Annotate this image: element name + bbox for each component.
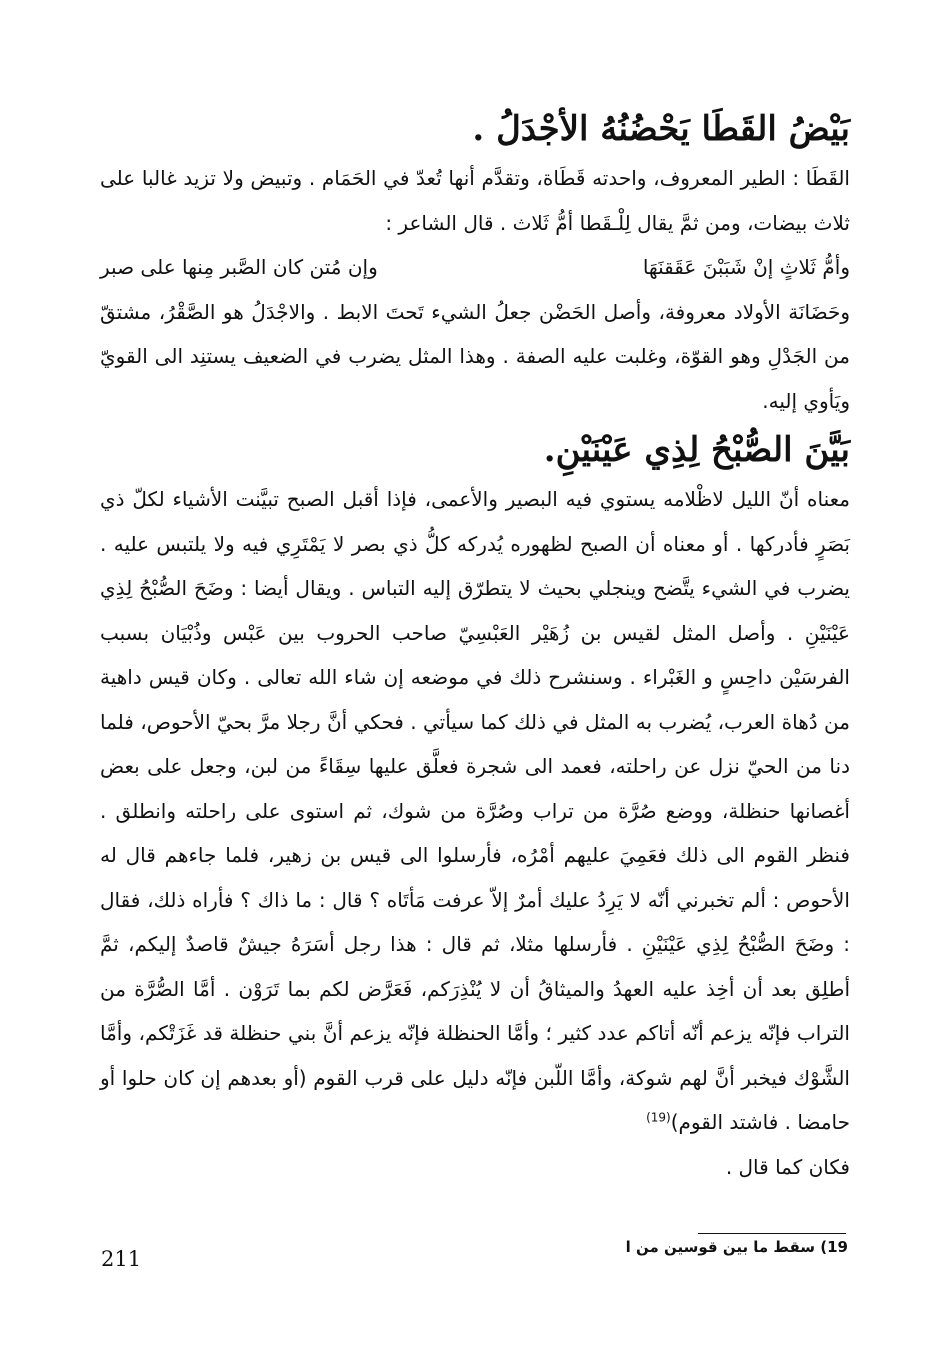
page-number: 211: [101, 1247, 142, 1271]
paragraph-3: [100, 477, 850, 1145]
footnote-reference: (19): [646, 1110, 671, 1125]
page-body: [100, 102, 850, 1189]
paragraph-4: [100, 1145, 850, 1190]
paragraph-3-text: معناه أنّ الليل لاظْلامه يستوي فيه البصير والأعمى، فإذا أقبل الصبح تبيَّنت الأشياء لكلّ ذي بَصَرٍ فأدركها . أو معناه أن الصبح لظهوره يُدركه كلُّ ذي بصر لا يَمْتَرِي فيه ولا يلتبس عليه . يضرب في الشيء يتَّضح وينجلي بحيث لا يتطرّق إليه التباس . ويقال أيضا : وضَحَ الصُّبْحُ لِذِي عَيْنَيْنِ . وأصل المثل لقيس بن زُهَيْر العَبْسِيّ صاحب الحروب بين عَبْس وذُبْيَان بسبب الفرسَيْن داحِسٍ و الغَبْراء . وسنشرح ذلك في موضعه إن شاء الله تعالى . وكان قيس داهية من دُهاة العرب، يُضرب به المثل في ذلك كما سيأتي . فحكي أنَّ رجلا مرَّ بحيّ الأحوص، فلما دنا من الحيّ نزل عن راحلته، فعمد الى شجرة فعلَّق عليها سِقَاءً من لبن، وجعل على بعض أغصانها حنظلة، ووضع صُرَّة من تراب وصُرَّة من شوك، ثم استوى على راحلته وانطلق . فنظر القوم الى ذلك فعَمِيَ عليهم أمْرُه، فأرسلوا الى قيس بن زهير، فلما جاءهم قال له الأحوص : ألم تخبرني أنّه لا يَرِدُ عليك أمرٌ إلاّ عرفت مَأتَاه ؟ قال : ما ذاك ؟ فأراه ذلك، فقال : وضَحَ الصُّبْحُ لِذِي عَيْنَيْنِ . فأرسلها مثلا، ثم قال : هذا رجل أسَرَهُ جيشٌ قاصدٌ إليكم، ثمَّ أطلِق بعد أن أخِذ عليه العهدُ والميثاقُ أن لا يُنْذِرَكم، فَعَرَّض لكم بما تَرَوْن . أمَّا الصُّرَّة من التراب فإنّه يزعم أنّه أتاكم عدد كثير ؛ وأمَّا الحنظلة فإنّه يزعم أنَّ بني حنظلة قد غَزَتْكم، وأمَّا الشَّوْك فيخبر أنَّ لهم شوكة، وأمَّا اللّبن فإنّه دليل على قرب القوم (أو بعدهم إن كان حلوا أو حامضا . فاشتد القوم): [100, 487, 850, 1134]
paragraph-1: [100, 156, 850, 245]
verse-first-hemistich: وأمُّ ثَلاثٍ إنْ شَبَبْنَ عَقَقنَهَا: [642, 255, 850, 279]
proverb-heading-1: بَيْضُ القَطَا يَحْضُنُهُ الأجْدَلُ .: [472, 109, 850, 149]
paragraph-1-text: القَطَا : الطير المعروف، واحدته قَطَاة، وتقدَّم أنها تُعدّ في الحَمَام . وتبيض ولا تزيد غالبا على ثلاث بيضات، ومن ثمَّ يقال لِلْـقَطا أمُّ ثَلاث . قال الشاعر :: [100, 166, 850, 235]
footnote-divider: [698, 1233, 846, 1234]
proverb-heading-2: بَيَّنَ الصُّبْحُ لِذِي عَيْنَيْنِ.: [543, 430, 850, 470]
paragraph-2: [100, 290, 850, 424]
poetry-verse: [100, 245, 850, 290]
verse-second-hemistich: وإن مُتن كان الصَّبر مِنها على صبر: [100, 255, 378, 279]
paragraph-4-text: فكان كما قال .: [725, 1154, 850, 1179]
paragraph-2-text: وحَضَانَة الأولاد معروفة، وأصل الحَضْن جعلُ الشيء تَحتَ الابط . والاجْدَلُ هو الصَّقْرُ، مشتقّ من الجَدْلِ وهو القوّة، وغلبت عليه الصفة . وهذا المثل يضرب في الضعيف يستنِد الى القويّ ويَأوي إليه.: [100, 299, 850, 413]
footnote: 19) سقط ما بين قوسين من ا: [625, 1238, 848, 1256]
